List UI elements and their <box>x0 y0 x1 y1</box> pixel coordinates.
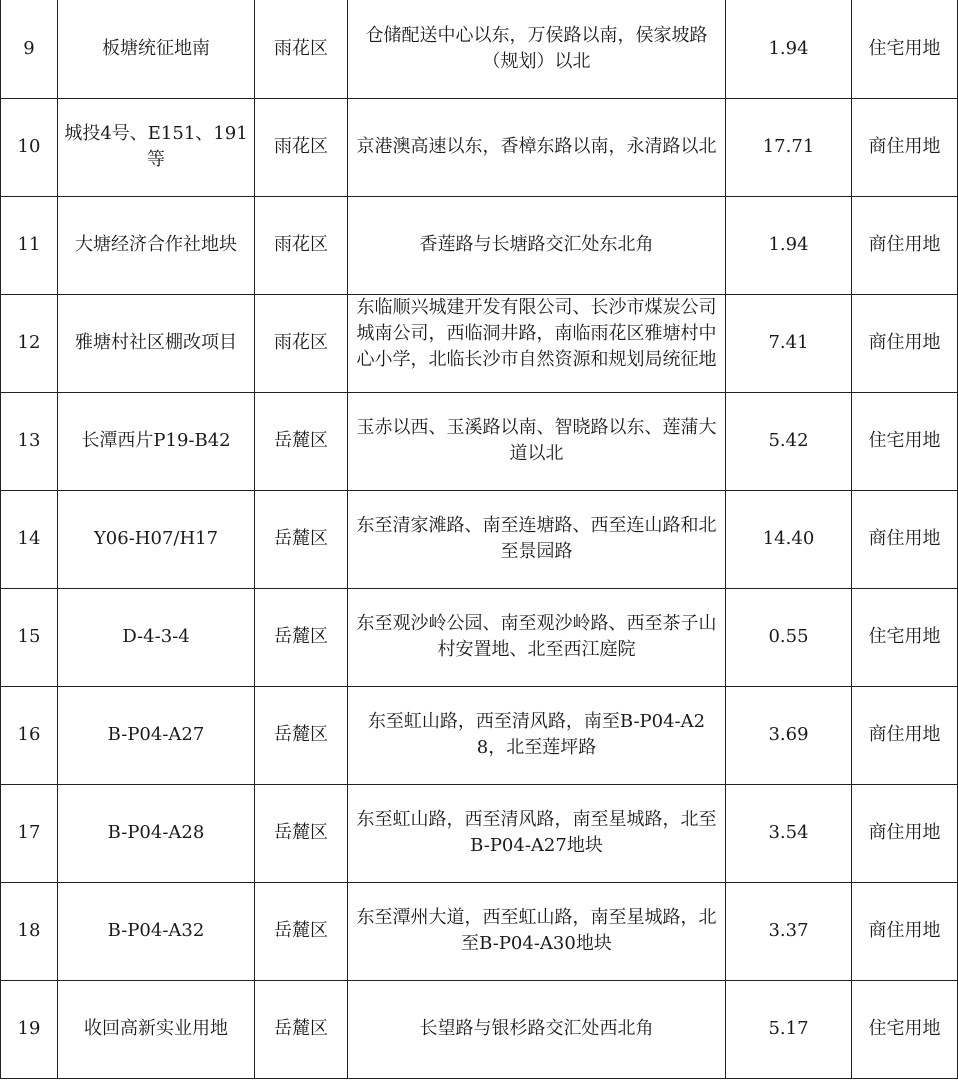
area-value: 3.69 <box>726 686 852 784</box>
table-row <box>1 392 958 490</box>
area-value: 7.41 <box>726 294 852 392</box>
district: 岳麓区 <box>255 686 348 784</box>
location-description-cell <box>348 294 726 392</box>
row-number: 10 <box>1 98 58 196</box>
land-use: 商住用地 <box>852 686 958 784</box>
location-description: 京港澳高速以东，香樟东路以南，永清路以北 <box>348 98 726 196</box>
land-use: 商住用地 <box>852 490 958 588</box>
district: 雨花区 <box>255 294 348 392</box>
table-row <box>1 980 958 1078</box>
location-description: 玉赤以西、玉溪路以南、智晓路以东、莲蒲大道以北 <box>348 392 726 490</box>
district: 岳麓区 <box>255 490 348 588</box>
location-description: 仓储配送中心以东，万侯路以南，侯家坡路（规划）以北 <box>348 0 726 98</box>
row-number: 18 <box>1 882 58 980</box>
parcel-name: B-P04-A32 <box>58 882 255 980</box>
district: 岳麓区 <box>255 980 348 1078</box>
location-description: 东至观沙岭公园、南至观沙岭路、西至茶子山村安置地、北至西江庭院 <box>348 588 726 686</box>
table-body <box>1 0 958 1078</box>
parcel-name: 收回高新实业用地 <box>58 980 255 1078</box>
location-description: 东至虹山路，西至清风路，南至星城路，北至B-P04-A27地块 <box>348 784 726 882</box>
parcel-name: 长潭西片P19-B42 <box>58 392 255 490</box>
row-number: 11 <box>1 196 58 294</box>
district: 岳麓区 <box>255 392 348 490</box>
area-value: 5.17 <box>726 980 852 1078</box>
location-description: 东至潭州大道，西至虹山路，南至星城路，北至B-P04-A30地块 <box>348 882 726 980</box>
district: 岳麓区 <box>255 588 348 686</box>
parcel-name: B-P04-A28 <box>58 784 255 882</box>
location-description: 东至清家滩路、南至连塘路、西至连山路和北至景园路 <box>348 490 726 588</box>
area-value: 3.37 <box>726 882 852 980</box>
land-use: 住宅用地 <box>852 588 958 686</box>
table-row <box>1 294 958 392</box>
parcel-name: 板塘统征地南 <box>58 0 255 98</box>
row-number: 12 <box>1 294 58 392</box>
district: 雨花区 <box>255 0 348 98</box>
district: 雨花区 <box>255 98 348 196</box>
land-use: 住宅用地 <box>852 392 958 490</box>
parcel-name: B-P04-A27 <box>58 686 255 784</box>
area-value: 5.42 <box>726 392 852 490</box>
area-value: 1.94 <box>726 196 852 294</box>
land-use: 住宅用地 <box>852 0 958 98</box>
location-description: 东至虹山路，西至清风路，南至B-P04-A28，北至莲坪路 <box>348 686 726 784</box>
table-row <box>1 490 958 588</box>
parcel-name: 雅塘村社区棚改项目 <box>58 294 255 392</box>
row-number: 9 <box>1 0 58 98</box>
parcel-name: 大塘经济合作社地块 <box>58 196 255 294</box>
table-row <box>1 588 958 686</box>
area-value: 1.94 <box>726 0 852 98</box>
land-use: 住宅用地 <box>852 980 958 1078</box>
table-row <box>1 686 958 784</box>
row-number: 15 <box>1 588 58 686</box>
land-use: 商住用地 <box>852 196 958 294</box>
row-number: 13 <box>1 392 58 490</box>
table-row <box>1 0 958 98</box>
table-row <box>1 98 958 196</box>
area-value: 17.71 <box>726 98 852 196</box>
area-value: 0.55 <box>726 588 852 686</box>
row-number: 17 <box>1 784 58 882</box>
land-use: 商住用地 <box>852 784 958 882</box>
row-number: 19 <box>1 980 58 1078</box>
area-value: 14.40 <box>726 490 852 588</box>
row-number: 16 <box>1 686 58 784</box>
land-use: 商住用地 <box>852 882 958 980</box>
table-row <box>1 882 958 980</box>
district: 岳麓区 <box>255 882 348 980</box>
parcel-name: 城投4号、E151、191等 <box>58 98 255 196</box>
row-number: 14 <box>1 490 58 588</box>
location-description: 长望路与银杉路交汇处西北角 <box>348 980 726 1078</box>
parcel-name: D-4-3-4 <box>58 588 255 686</box>
parcel-name: Y06-H07/H17 <box>58 490 255 588</box>
area-value: 3.54 <box>726 784 852 882</box>
district: 岳麓区 <box>255 784 348 882</box>
location-description: 香莲路与长塘路交汇处东北角 <box>348 196 726 294</box>
location-description: 东临顺兴城建开发有限公司、长沙市煤炭公司城南公司，西临洞井路，南临雨花区雅塘村中心小学，北临长沙市自然资源和规划局统征地 <box>356 296 717 370</box>
land-use: 商住用地 <box>852 294 958 392</box>
district: 雨花区 <box>255 196 348 294</box>
table-row <box>1 196 958 294</box>
table-row <box>1 784 958 882</box>
land-use: 商住用地 <box>852 98 958 196</box>
